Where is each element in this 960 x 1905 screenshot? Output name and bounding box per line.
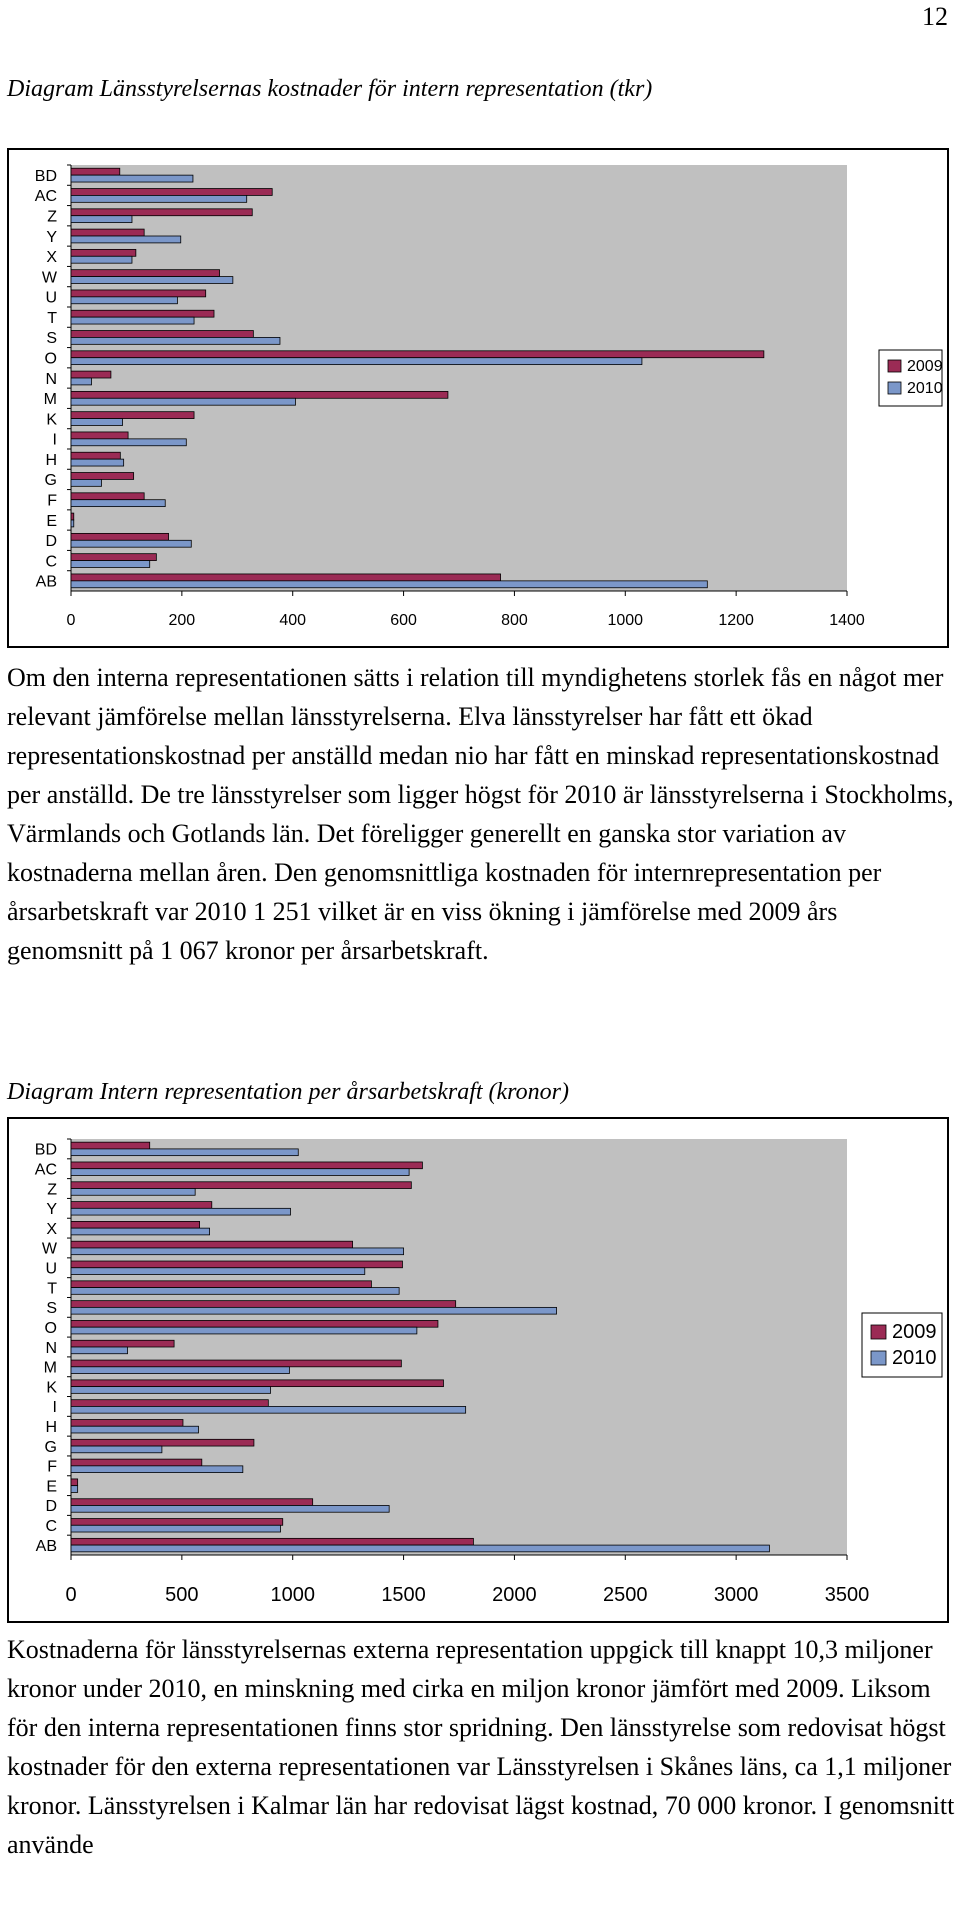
- chart1-bar-2010-K: [71, 419, 123, 426]
- chart1-category-label: C: [45, 553, 57, 571]
- chart2-category-label: Y: [46, 1201, 57, 1219]
- chart2-bar-2009-E: [71, 1479, 78, 1486]
- chart2-legend-label-2009: 2009: [892, 1321, 937, 1343]
- chart1-bar-2009-T: [71, 310, 214, 317]
- chart2-category-label: N: [45, 1339, 57, 1357]
- paragraph-2: Kostnaderna för länsstyrelsernas externa representation uppgick till knappt 10,3 miljoner kronor under 2010, en minskning med cirka en miljon kronor jämfört med 2009. Liksom för den interna representationen finns stor spridning. Den länsstyrelse som redovisat högst kostnader för den externa representationen var Länsstyrelsen i Skånes läns, ca 1,1 miljoner kronor. Länsstyrelsen i Kalmar län har redovisat lägst kostnad, 70 000 kronor. I genomsnitt använde: [7, 1635, 955, 1859]
- chart2-category-label: G: [44, 1438, 57, 1456]
- chart1-category-label: E: [46, 512, 57, 530]
- chart2-category-label: X: [46, 1220, 57, 1238]
- chart1-bar-2009-C: [71, 554, 156, 561]
- chart1-bar-2009-O: [71, 351, 764, 358]
- chart2-bar-2010-X: [71, 1228, 210, 1235]
- chart1-x-tick-label: 1000: [607, 612, 644, 629]
- chart1-bar-2010-H: [71, 459, 124, 466]
- chart1-x-tick-label: 0: [66, 612, 76, 629]
- chart1-bar-2010-AC: [71, 195, 247, 202]
- chart1-bar-2009-G: [71, 473, 134, 480]
- chart1-bar-2010-X: [71, 256, 132, 263]
- chart2-bar-2009-W: [71, 1241, 353, 1248]
- page-number: 12: [922, 2, 948, 31]
- chart1-category-label: AB: [35, 573, 57, 591]
- chart1-bar-2010-N: [71, 378, 92, 385]
- chart1-bar-2009-E: [71, 513, 74, 520]
- chart1-bar-2009-F: [71, 493, 144, 500]
- chart2-bar-2010-T: [71, 1288, 399, 1295]
- chart2-x-tick-label: 0: [65, 1584, 77, 1606]
- chart1-bar-2009-Z: [71, 209, 252, 216]
- chart2-bar-2010-W: [71, 1248, 404, 1255]
- chart2-x-tick-label: 1000: [270, 1584, 315, 1606]
- chart2-bar-2009-C: [71, 1519, 283, 1526]
- chart1-legend-label-2010: 2010: [907, 380, 943, 397]
- chart2-x-tick-label: 500: [165, 1584, 199, 1606]
- chart2-category-label: M: [43, 1359, 57, 1377]
- chart2-bar-2009-K: [71, 1380, 443, 1387]
- chart2-caption: Diagram Intern representation per årsarbetskraft (kronor): [7, 1079, 569, 1105]
- chart2-bar-2009-AB: [71, 1538, 473, 1545]
- chart1-legend-swatch-2009: [888, 360, 901, 372]
- chart1-category-label: O: [44, 350, 57, 368]
- chart1-x-tick-label: 1400: [829, 612, 865, 629]
- chart2-bar-2009-U: [71, 1261, 402, 1268]
- chart1-category-label: X: [46, 249, 57, 267]
- chart2-bar-2010-E: [71, 1486, 78, 1493]
- chart1-bar-2009-M: [71, 391, 448, 398]
- chart2-category-label: F: [47, 1458, 57, 1476]
- chart1-category-label: G: [44, 472, 57, 490]
- chart1-category-label: N: [45, 370, 57, 388]
- chart1-bar-2009-AB: [71, 574, 501, 581]
- chart2-category-label: S: [46, 1300, 57, 1318]
- chart2-category-label: T: [47, 1280, 57, 1298]
- chart2-x-tick-label: 3500: [824, 1584, 870, 1606]
- chart1-category-label: U: [45, 289, 57, 307]
- chart2-bar-2009-T: [71, 1281, 371, 1288]
- chart1-bar-2010-Z: [71, 216, 132, 223]
- chart1-bar-2010-F: [71, 500, 165, 507]
- chart2-frame: [7, 1117, 949, 1623]
- chart1-bar-2010-C: [71, 561, 150, 568]
- chart1-category-label: H: [45, 451, 57, 469]
- chart2-bar-2010-AB: [71, 1545, 769, 1552]
- chart1-bar-2009-BD: [71, 168, 120, 175]
- chart1-bar-2010-E: [71, 520, 74, 527]
- chart2-x-tick-label: 1500: [381, 1584, 426, 1606]
- chart1-bar-2010-S: [71, 337, 280, 344]
- chart1-bar-2010-U: [71, 297, 177, 304]
- chart1-bar-2010-AB: [71, 581, 707, 588]
- chart1-category-label: Z: [47, 208, 57, 226]
- chart1-bar-2010-G: [71, 479, 101, 486]
- chart2-bar-2010-Z: [71, 1189, 195, 1196]
- chart2-bar-2010-N: [71, 1347, 128, 1354]
- chart1-legend-label-2009: 2009: [907, 358, 943, 375]
- chart2-bar-2010-C: [71, 1525, 281, 1532]
- chart2-bar-2009-O: [71, 1320, 438, 1327]
- chart2-bar-2009-G: [71, 1439, 254, 1446]
- chart2-bar-2009-X: [71, 1221, 200, 1228]
- chart2-bar-2009-Y: [71, 1202, 212, 1209]
- chart2-bar-2009-F: [71, 1459, 202, 1466]
- chart1-x-tick-label: 1200: [718, 612, 754, 629]
- chart2-bar-2010-I: [71, 1406, 466, 1413]
- chart1-caption: Diagram Länsstyrelsernas kostnader för intern representation (tkr): [7, 76, 653, 102]
- chart1-category-label: Y: [46, 228, 57, 246]
- chart1-bar-2010-D: [71, 540, 191, 547]
- chart2-bar-2009-M: [71, 1360, 401, 1367]
- chart1-bar-2009-X: [71, 249, 136, 256]
- chart1-category-label: S: [46, 330, 57, 348]
- chart2-category-label: E: [46, 1478, 57, 1496]
- chart2-x-tick-label: 3000: [713, 1584, 759, 1606]
- chart2-bar-2009-D: [71, 1499, 313, 1506]
- chart1-category-label: W: [41, 269, 57, 287]
- chart1-bar-2010-I: [71, 439, 186, 446]
- chart1-bar-2010-BD: [71, 175, 193, 182]
- chart1-category-label: M: [43, 391, 57, 409]
- chart2-bar-2009-I: [71, 1400, 268, 1407]
- chart2-bar-2009-H: [71, 1420, 183, 1427]
- chart1-x-tick-label: 400: [279, 612, 307, 629]
- chart1-bar-2009-I: [71, 432, 128, 439]
- paragraph-1: Om den interna representationen sätts i relation till myndighetens storlek fås en något mer relevant jämförelse mellan länsstyrelserna. Elva länsstyrelser har fått ett ökad representationskostnad per anställd medan nio har fått en minskad representationskostnad per anställd. De tre länsstyrelser som ligger högst för 2010 är länsstyrelserna i Stockholms, Värmlands och Gotlands län. Det föreligger generellt en ganska stor variation av kostnaderna mellan åren. Den genomsnittliga kostnaden för internrepresentation per årsarbetskraft var 2010 1 251 vilket är en viss ökning i jämförelse med 2009 års genomsnitt på 1 067 kronor per årsarbetskraft.: [7, 663, 954, 965]
- chart2-category-label: U: [45, 1260, 57, 1278]
- chart1-bar-2009-K: [71, 412, 194, 419]
- chart1: [9, 150, 947, 646]
- chart2-bar-2010-BD: [71, 1149, 298, 1156]
- chart1-category-label: D: [45, 533, 57, 551]
- chart1-bar-2009-W: [71, 270, 220, 277]
- chart2-bar-2010-G: [71, 1446, 162, 1453]
- chart1-category-label: BD: [34, 167, 57, 185]
- chart2-category-label: C: [45, 1518, 57, 1536]
- chart2-bar-2010-F: [71, 1466, 243, 1473]
- chart1-bar-2009-S: [71, 331, 253, 338]
- chart1-bar-2010-W: [71, 277, 233, 284]
- chart1-bar-2009-D: [71, 533, 169, 540]
- chart1-x-tick-label: 200: [168, 612, 196, 629]
- chart2-bar-2010-S: [71, 1307, 557, 1314]
- chart2-bar-2010-H: [71, 1426, 198, 1433]
- chart1-legend-swatch-2010: [888, 382, 901, 394]
- chart1-bar-2009-U: [71, 290, 206, 297]
- chart2-category-label: AC: [34, 1161, 57, 1179]
- chart1-bar-2010-Y: [71, 236, 181, 243]
- chart2-category-label: BD: [34, 1141, 57, 1159]
- chart2-legend-label-2010: 2010: [892, 1347, 937, 1369]
- chart1-bar-2010-O: [71, 358, 642, 365]
- chart1-bar-2009-Y: [71, 229, 144, 236]
- chart1-bar-2010-M: [71, 398, 295, 405]
- chart1-plot-area: [71, 165, 847, 591]
- chart2-bar-2010-M: [71, 1367, 289, 1374]
- chart2-bar-2010-O: [71, 1327, 417, 1334]
- chart2-category-label: W: [41, 1240, 57, 1258]
- chart2-bar-2009-AC: [71, 1162, 422, 1169]
- chart2-legend-swatch-2010: [871, 1351, 886, 1365]
- chart1-category-label: K: [46, 411, 57, 429]
- chart1-bar-2009-H: [71, 452, 120, 459]
- chart2-category-label: H: [45, 1418, 57, 1436]
- chart2-category-label: D: [45, 1498, 57, 1516]
- chart2-x-tick-label: 2500: [603, 1584, 648, 1606]
- chart2-bar-2010-AC: [71, 1169, 409, 1176]
- chart2-x-tick-label: 2000: [492, 1584, 537, 1606]
- chart1-x-tick-label: 600: [390, 612, 417, 629]
- chart1-bar-2010-T: [71, 317, 194, 324]
- chart2-category-label: I: [52, 1399, 57, 1417]
- chart2-category-label: Z: [47, 1181, 57, 1199]
- chart2-legend-swatch-2009: [871, 1325, 886, 1339]
- chart2-bar-2010-Y: [71, 1208, 290, 1215]
- chart1-frame: [7, 148, 949, 648]
- chart1-category-label: AC: [34, 188, 57, 206]
- chart2-bar-2009-Z: [71, 1182, 411, 1189]
- chart2-category-label: AB: [35, 1537, 57, 1555]
- chart1-bar-2009-AC: [71, 189, 272, 196]
- chart2-bar-2009-S: [71, 1301, 456, 1308]
- chart1-x-tick-label: 800: [501, 612, 528, 629]
- chart2-bar-2009-N: [71, 1340, 174, 1347]
- chart1-category-label: F: [47, 492, 57, 510]
- chart1-category-label: I: [52, 431, 57, 449]
- chart2-bar-2009-BD: [71, 1142, 150, 1149]
- chart1-category-label: T: [47, 309, 57, 327]
- chart2: [9, 1119, 947, 1621]
- chart2-bar-2010-K: [71, 1387, 271, 1394]
- chart1-bar-2009-N: [71, 371, 111, 378]
- chart2-bar-2010-D: [71, 1505, 389, 1512]
- chart2-category-label: K: [46, 1379, 57, 1397]
- chart2-bar-2010-U: [71, 1268, 365, 1275]
- chart2-category-label: O: [44, 1319, 57, 1337]
